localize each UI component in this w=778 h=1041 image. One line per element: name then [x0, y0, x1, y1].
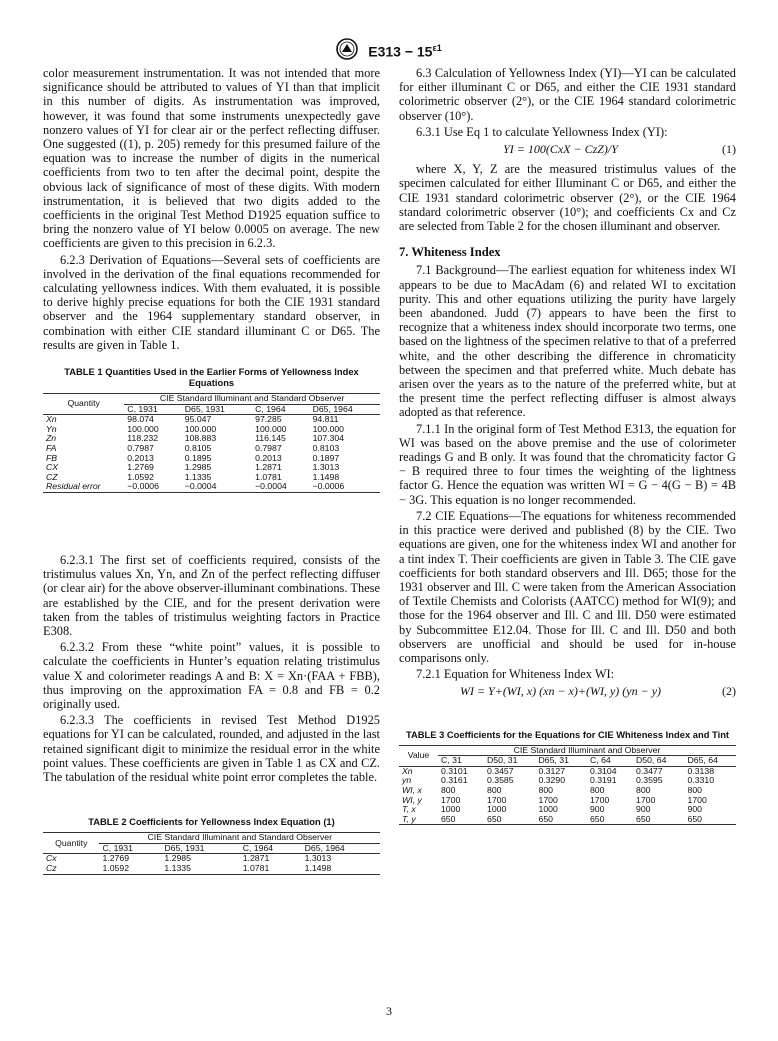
paragraph: 7.1.1 In the original form of Test Method E313, the equation for WI was based on the above premise and the use of colorimeter readings G and B only. It was found that the chromaticity factor G − B required three to four times the weighting of the lightness factor G. Hence the equation was written WI = G − 4(G − B) = 4B − 3G. This equation is no longer recommended.: [399, 421, 736, 507]
table-cell: 0.8103: [312, 443, 340, 454]
page-header: [0, 38, 778, 65]
row-label: CZ: [46, 471, 58, 482]
right-column: [399, 66, 736, 825]
table-cell: 0.1895: [184, 452, 212, 463]
table-cell: 1700: [636, 794, 656, 805]
table-cell: 0.2013: [127, 452, 154, 463]
section-heading: 7. Whiteness Index: [399, 245, 501, 260]
row-label: T, x: [402, 804, 416, 815]
standard-designation: $E313 - 15^{\varepsilon 1}$: [368, 43, 442, 60]
table-cell: 0.7987: [255, 443, 282, 454]
table-cell: 100.000: [127, 423, 159, 434]
table-cell: 1700: [487, 794, 507, 805]
astm-logo-icon: [336, 38, 358, 65]
table-row: [43, 864, 380, 874]
table-caption: TABLE 2 Coefficients for Yellowness Index Equation (1): [88, 816, 335, 828]
table-cell: 900: [687, 804, 702, 815]
table-cell: 98.074: [127, 414, 154, 425]
table-1: [43, 393, 380, 493]
table-cell: 0.3477: [636, 765, 663, 776]
table-cell: 0.3595: [636, 775, 663, 786]
table-cell: 650: [484, 815, 535, 825]
column-header: C, 1964: [240, 843, 302, 854]
column-header: D65, 1931: [182, 404, 252, 415]
table-cell: 0.7987: [127, 443, 154, 454]
table-cell: 1.0592: [127, 471, 154, 482]
column-header: D65, 31: [535, 756, 586, 767]
table-cell: 800: [636, 784, 651, 795]
table-cell: −0.0004: [252, 482, 309, 492]
equation-1: [399, 142, 736, 156]
equation-number: (2): [722, 684, 736, 699]
column-header: Value: [399, 745, 438, 766]
table-cell: 1.1498: [302, 864, 380, 874]
table-cell: 0.3457: [487, 765, 514, 776]
row-label: yn: [402, 775, 412, 786]
column-header: D50, 64: [633, 756, 684, 767]
column-header: C, 1931: [99, 843, 161, 854]
table-cell: 0.3310: [687, 775, 715, 786]
row-label: WI, x: [402, 784, 422, 795]
table-cell: 1.3013: [304, 853, 332, 864]
column-header: D65, 1931: [161, 843, 239, 854]
row-label: Zn: [46, 433, 57, 444]
column-header: Quantity: [43, 833, 99, 854]
table-cell: 95.047: [184, 414, 212, 425]
table-cell: 1.1498: [312, 471, 340, 482]
table-cell: 1.2985: [164, 853, 191, 864]
table-cell: 1000: [440, 804, 461, 815]
table-caption: TABLE 1 Quantities Used in the Earlier Forms of Yellowness Index Equations: [64, 366, 359, 389]
paragraph: 6.2.3 Derivation of Equations—Several sets of coefficients are involved in the derivation of the final equations recommended for calculating yellowness indices. With them evaluated, it is possible to derive highly precise equations for both the CIE 1931 standard observer and the 1964 supplementary standard observer, in combination with either CIE standard illuminant C or D65. The results are given in Table 1.: [43, 252, 380, 352]
table-cell: 1700: [440, 794, 461, 805]
table-cell: 0.8105: [184, 443, 212, 454]
row-label: Yn: [46, 423, 57, 434]
table-cell: 0.1897: [312, 452, 340, 463]
table-cell: 97.285: [255, 414, 282, 425]
column-header: Quantity: [43, 394, 124, 415]
table-cell: −0.0006: [310, 482, 380, 492]
column-header: D50, 31: [484, 756, 535, 767]
table-cell: 1.0592: [99, 864, 161, 874]
table-cell: −0.0004: [182, 482, 252, 492]
left-column: [43, 66, 380, 875]
table-cell: 900: [589, 804, 605, 815]
table-cell: 0.3104: [589, 765, 617, 776]
column-header: D65, 1964: [302, 843, 380, 854]
column-header: C, 1964: [252, 404, 309, 415]
table-cell: 0.3127: [538, 765, 566, 776]
table-cell: 1.1335: [161, 864, 239, 874]
column-header: D65, 64: [684, 756, 736, 767]
table-cell: 1.0781: [255, 471, 282, 482]
table-cell: 0.3161: [440, 775, 468, 786]
table-cell: 1.2871: [242, 853, 270, 864]
column-header: C, 1931: [124, 404, 181, 415]
row-label: Cz: [43, 864, 99, 874]
row-label: Xn: [402, 765, 413, 776]
table-cell: 108.883: [184, 433, 217, 444]
table-cell: 100.000: [184, 423, 217, 434]
paragraph: 6.2.3.1 The first set of coefficients required, consists of the tristimulus values Xn, Yn, and Zn of the perfect reflecting diffuser (or clear air) for the above observer-illuminant combinations. These are established by the CIE, and for the present derivation were taken from the tables of tristimulus weighting factors in Practice E308.: [43, 553, 380, 639]
table-cell: 650: [587, 815, 633, 825]
table-row: [43, 482, 380, 492]
paragraph: 6.2.3.3 The coefficients in revised Test Method D1925 equations for YI can be calculated, rounded, and adjusted in the last retained significant digit to minimize the residual error in the white point values. These coefficients are given in Table 1 as CX and CZ. The tabulation of the residual white point error completes the table.: [43, 713, 380, 785]
table-cell: 800: [589, 784, 605, 795]
column-header: C, 64: [587, 756, 633, 767]
row-label: Xn: [46, 414, 57, 425]
equation-text: YI = 100(CxX − CzZ)/Y: [503, 142, 618, 157]
table-cell: 800: [538, 784, 553, 795]
table-caption: TABLE 3 Coefficients for the Equations for CIE Whiteness Index and Tint: [405, 728, 730, 740]
paragraph: 6.3.1 Use Eq 1 to calculate Yellowness Index (YI):: [416, 124, 668, 139]
paragraph: 7.2 CIE Equations—The equations for whiteness recommended in this practice were derived and published (8) by the CIE. Two equations are given, one for the whiteness index WI and another for a tint index T. Their coefficients are given in Table 3. The CIE gave coefficients for both standard observers and Ill. D65; those for the 1931 observer and Ill. C were taken from the American Association of Textile Chemists and Colorists (AATCC) method for WI(9); and those for the 1964 observer and Ill. C and Ill. D50 were estimated by Subcommittee E12.04. Those for Ill. C and Ill. D50 and both observers are unofficial and should be used for in-house comparisons only.: [399, 508, 736, 665]
table-cell: 650: [535, 815, 586, 825]
table-cell: 650: [438, 815, 484, 825]
table-cell: 0.2013: [255, 452, 282, 463]
column-header: C, 31: [438, 756, 484, 767]
table-cell: 1.2871: [255, 462, 282, 473]
table-cell: 800: [687, 784, 702, 795]
table-cell: 0.3290: [538, 775, 566, 786]
row-label: CX: [46, 462, 59, 473]
column-header: D65, 1964: [310, 404, 380, 415]
group-header: CIE Standard Illuminant and Observer: [438, 745, 736, 756]
table-cell: 1.2769: [102, 853, 130, 864]
table-cell: 94.811: [312, 414, 339, 425]
table-cell: 116.145: [255, 433, 286, 444]
page-number: 3: [386, 1004, 392, 1018]
table-cell: 1000: [487, 804, 507, 815]
table-cell: 1.2985: [184, 462, 212, 473]
table-cell: 1.3013: [312, 462, 340, 473]
paragraph: where X, Y, Z are the measured tristimulus values of the specimen calculated for either Illuminant C or D65, and either the CIE 1931 standard colorimetric observer (2°), or the CIE 1964 standard colorimetric observer (10°); and coefficients Cx and Cz are selected from Table 2 for the chosen illuminant and observer.: [399, 162, 736, 234]
table-cell: 650: [633, 815, 684, 825]
row-label: T, y: [399, 815, 438, 825]
table-cell: 0.3138: [687, 765, 715, 776]
table-cell: 100.000: [312, 423, 344, 434]
table-cell: 1.2769: [127, 462, 154, 473]
row-label: FB: [46, 452, 58, 463]
table-2: [43, 832, 380, 874]
table-cell: 1.1335: [184, 471, 212, 482]
table-cell: 0.3101: [440, 765, 468, 776]
paragraph: 7.2.1 Equation for Whiteness Index WI:: [416, 667, 615, 682]
group-header: CIE Standard Illuminant and Standard Observer: [124, 394, 380, 405]
table-cell: 800: [487, 784, 502, 795]
equation-text: WI = Y+(WI, x) (xn − x)+(WI, y) (yn − y): [459, 684, 662, 699]
paragraph: 6.2.3.2 From these “white point” values, it is possible to calculate the coefficients in Hunter’s equation relating tristimulus value X and colorimeter readings A and B: X = Xn·(FAA + FBB), thus improving on the approximation FA = 0.8 and FB = 0.2 originally used.: [43, 640, 380, 712]
row-label: WI, y: [402, 794, 422, 805]
paragraph: color measurement instrumentation. It was not intended that more significance should be attributed to values of YI than that implicit in this number of digits. As instrumentation was improved, however, it was found that some instruments unexpectedly gave nonzero values of YI for clear air or the perfect reflecting diffuser. One suggested ((1), p. 205) remedy for this presumed failure of the equation was to increase the number of digits in the numerical coefficients from two to ten after the decimal point, despite the obvious lack of significance of most of these digits. With modern instrumentation, it is believed that two digits added to the coefficients in the original Test Method D1925 equation suffice to bring the nonzero value of YI below 0.0005 on average. The new coefficients are given to this precision in 6.2.3.: [43, 66, 380, 251]
table-cell: 0.3191: [589, 775, 617, 786]
paragraph: 7.1 Background—The earliest equation for whiteness index WI appears to be due to MacAdam (6) and related WI to excitation purity. This and other equations utilizing the purity have largely been abandoned. Judd (7) appears to have been the first to recognize that a whiteness index should incorporate two terms, one based on the lightness of the specimen relative to that of a preferred white, and the other describing the difference in chromaticity between the specimen and that preferred white. Much debate has arisen over the years as to the nature of the preferred white, but at the present time the perfect reflecting diffuser is almost always adopted as that reference.: [399, 263, 736, 420]
group-header: CIE Standard Illuminant and Standard Observer: [99, 833, 380, 844]
table-row: [399, 815, 736, 825]
table-cell: 100.000: [255, 423, 287, 434]
equation-number: (1): [722, 142, 736, 157]
table-cell: 1000: [538, 804, 558, 815]
paragraph: 6.3 Calculation of Yellowness Index (YI)—YI can be calculated for either illuminant C or D65, and either the CIE 1931 standard colorimetric observer (2°), or the CIE 1964 standard colorimetric observer (10°).: [399, 66, 736, 123]
row-label: Cx: [46, 853, 57, 864]
row-label: Residual error: [43, 482, 124, 492]
table-3: [399, 745, 736, 826]
table-cell: 650: [684, 815, 736, 825]
table-cell: 900: [636, 804, 651, 815]
equation-2: [399, 684, 736, 698]
table-cell: 118.232: [127, 433, 159, 444]
table-cell: 1700: [687, 794, 707, 805]
row-label: FA: [46, 443, 57, 454]
table-cell: 1700: [538, 794, 558, 805]
table-cell: 1.0781: [240, 864, 302, 874]
table-cell: 800: [440, 784, 456, 795]
table-cell: 1700: [589, 794, 610, 805]
table-cell: 107.304: [312, 433, 344, 444]
table-cell: 0.3585: [487, 775, 514, 786]
table-cell: −0.0006: [124, 482, 181, 492]
